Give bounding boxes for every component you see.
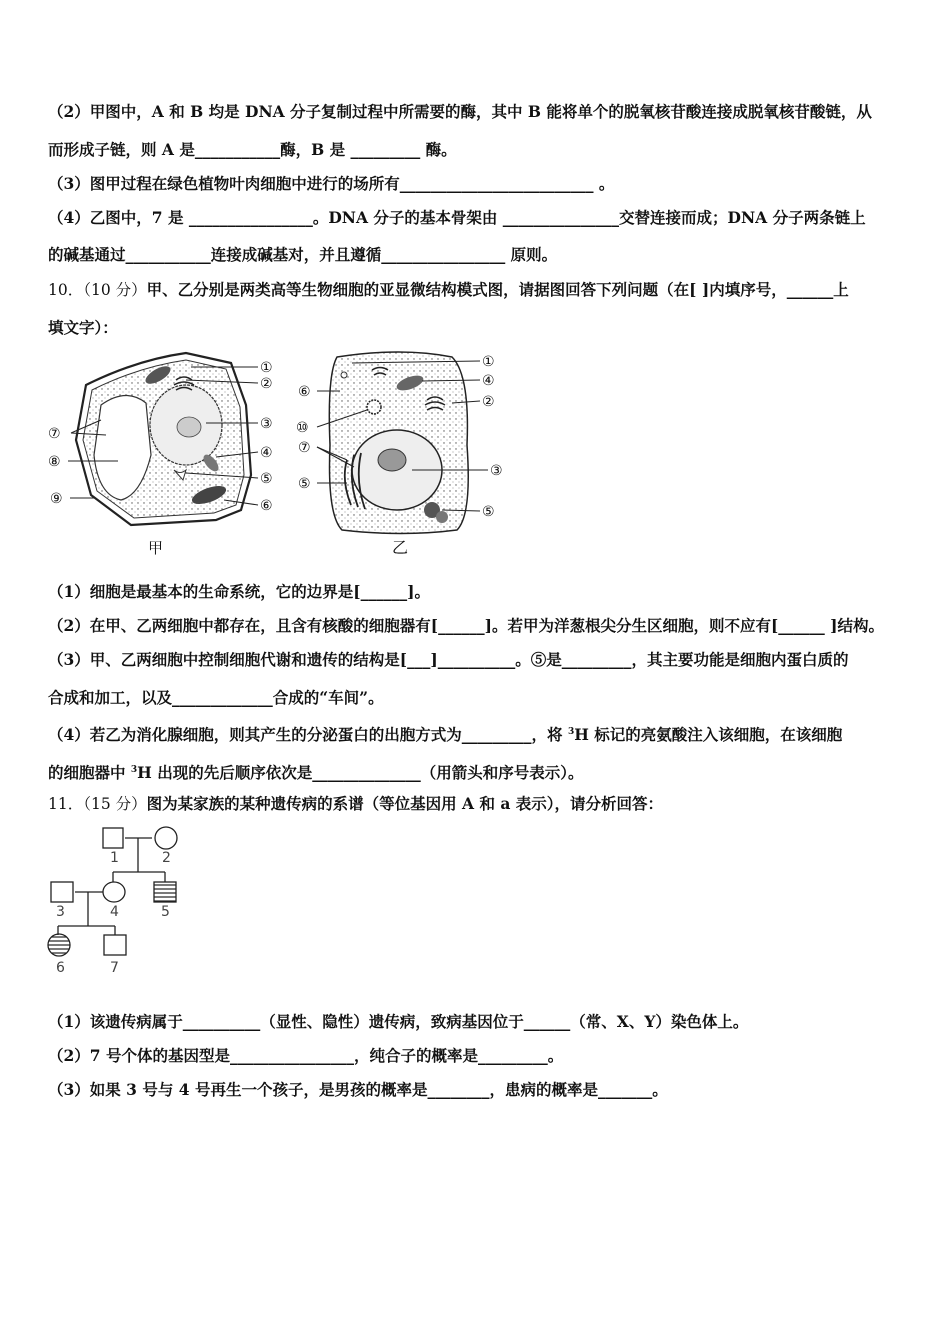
label-9: ⑨: [50, 491, 63, 507]
pedigree-2-female: [155, 827, 177, 849]
label-2: ②: [482, 394, 495, 410]
label-5: ⑤: [298, 476, 311, 492]
q10-sub4-text-b: H 标记的亮氨酸注入该细胞，在该细胞: [574, 725, 843, 744]
q10-stem-text: 甲、乙分别是两类高等生物细胞的亚显微结构模式图，请据图回答下列问题（在[ ]内填序号，______上: [146, 280, 849, 299]
q11-stem-text: 图为某家族的某种遗传病的系谱（等位基因用 A 和 a 表示），请分析回答：: [146, 794, 664, 813]
q10-score: （10 分）: [83, 281, 147, 299]
q10-sub4-line1: [48, 722, 842, 745]
plant-cell-figure: [46, 345, 286, 560]
pedigree-label-7: 7: [110, 960, 119, 976]
q9-part4-line1: （4）乙图中，7 是 ________________。DNA 分子的基本骨架由 _______________交替连接而成；DNA 分子两条链上: [48, 208, 866, 227]
pedigree-5-affected-male: [154, 882, 176, 902]
q11-sub3: （3）如果 3 号与 4 号再生一个孩子，是男孩的概率是________，患病的概率是_______。: [48, 1080, 668, 1099]
label-10: ⑩: [296, 420, 309, 436]
pedigree-label-5: 5: [161, 904, 170, 920]
q11-score: （15 分）: [83, 795, 147, 813]
pedigree-4-female: [103, 882, 125, 902]
q10-sub4-text-d: H 出现的先后顺序依次是______________（用箭头和序号表示）。: [137, 763, 584, 782]
label-3: ③: [490, 463, 503, 479]
pedigree-7-male: [104, 935, 126, 955]
q11-number: 11．: [48, 795, 84, 813]
animal-cell-figure: [292, 345, 512, 560]
superscript-3: 3: [130, 765, 138, 775]
q10-sub1: （1）细胞是最基本的生命系统，它的边界是[______]。: [48, 582, 430, 601]
q11-sub1: （1）该遗传病属于__________（显性、隐性）遗传病，致病基因位于______（常、X、Y）染色体上。: [48, 1012, 749, 1031]
label-6: ⑥: [260, 498, 273, 514]
q9-part2-line2: 而形成子链，则 A 是___________酶，B 是 _________ 酶。: [48, 140, 457, 159]
label-4: ④: [482, 373, 495, 389]
q9-part2-line1: （2）甲图中，A 和 B 均是 DNA 分子复制过程中所需要的酶，其中 B 能将单个的脱氧核苷酸连接成脱氧核苷酸链，从: [48, 102, 872, 121]
yi-caption: 乙: [392, 538, 409, 557]
q10-sub4-line2: [48, 760, 583, 783]
q10-stem-line1: [48, 280, 849, 300]
pedigree-label-3: 3: [56, 904, 65, 920]
label-6: ⑥: [298, 384, 311, 400]
pedigree-label-1: 1: [110, 850, 119, 866]
pedigree-label-6: 6: [56, 960, 65, 976]
superscript-3: 3: [567, 727, 575, 737]
q9-part4-line2: 的碱基通过___________连接成碱基对，并且遵循________________ 原则。: [48, 245, 558, 264]
label-7: ⑦: [298, 440, 311, 456]
label-4: ④: [260, 445, 273, 461]
q11-sub2: （2）7 号个体的基因型是________________，纯合子的概率是_________。: [48, 1046, 564, 1065]
pedigree-label-4: 4: [110, 904, 119, 920]
label-1: ①: [482, 354, 495, 370]
label-5: ⑤: [260, 471, 273, 487]
label-5b: ⑤: [482, 504, 495, 520]
pedigree-3-male: [51, 882, 73, 902]
label-3: ③: [260, 416, 273, 432]
label-2: ②: [260, 376, 273, 392]
q10-number: 10．: [48, 281, 84, 299]
q10-sub3-line1: （3）甲、乙两细胞中控制细胞代谢和遗传的结构是[___]__________。⑤是_________，其主要功能是细胞内蛋白质的: [48, 650, 849, 669]
label-8: ⑧: [48, 454, 61, 470]
pedigree-label-2: 2: [162, 850, 171, 866]
pedigree-chart: [40, 820, 200, 985]
label-7: ⑦: [48, 426, 61, 442]
q10-sub4-text-c: 的细胞器中: [48, 763, 131, 782]
pedigree-1-male: [103, 828, 123, 848]
q10-sub4-text-a: （4）若乙为消化腺细胞，则其产生的分泌蛋白的出胞方式为_________，将: [48, 725, 568, 744]
label-1: ①: [260, 360, 273, 376]
pedigree-6-affected-female: [48, 934, 70, 956]
q10-sub2: （2）在甲、乙两细胞中都存在，且含有核酸的细胞器有[______]。若甲为洋葱根尖分生区细胞，则不应有[______ ]结构。: [48, 616, 885, 635]
q11-stem: [48, 794, 663, 814]
q10-sub3-line2: 合成和加工，以及_____________合成的“车间”。: [48, 688, 384, 707]
q9-part3: （3）图甲过程在绿色植物叶肉细胞中进行的场所有_________________________ 。: [48, 174, 615, 193]
jia-caption: 甲: [148, 539, 164, 557]
q10-stem-line2: 填文字）：: [48, 318, 118, 337]
